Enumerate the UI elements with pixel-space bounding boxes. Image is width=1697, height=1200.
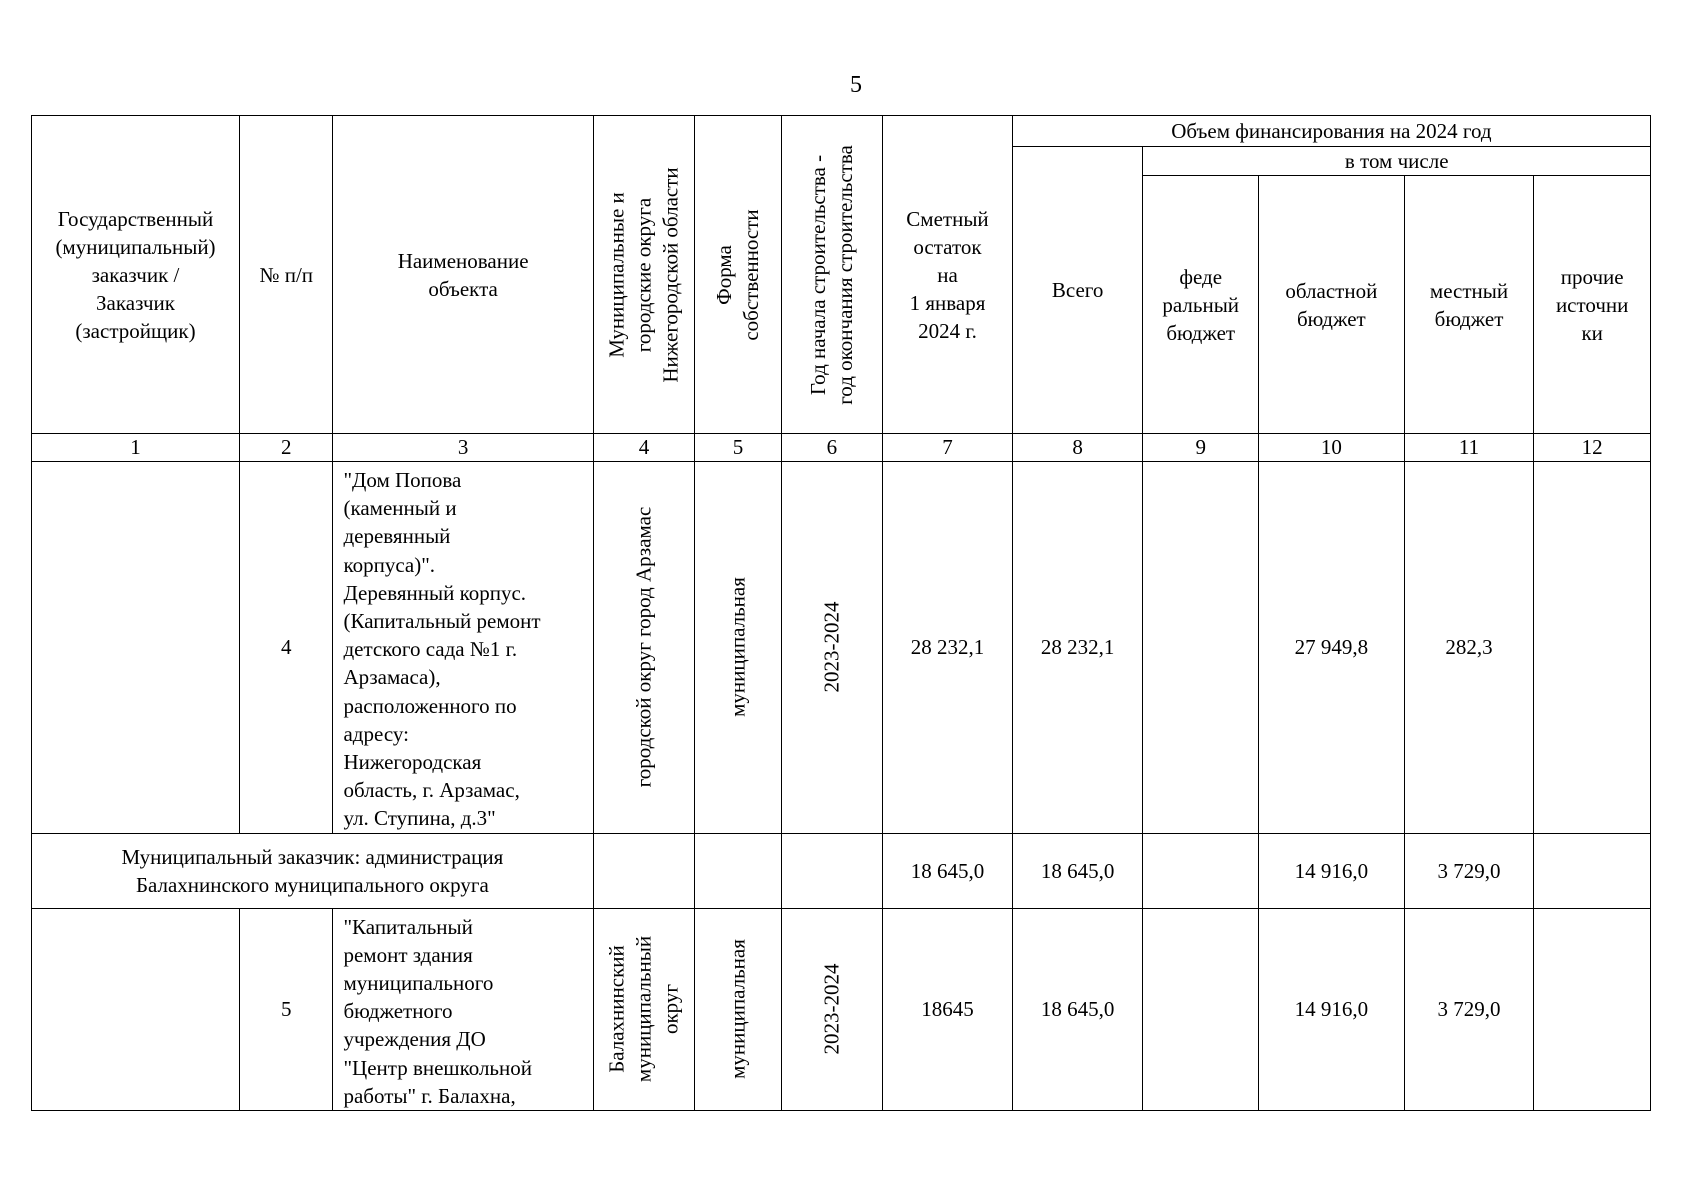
customer-name: Муниципальный заказчик: администрация Балахнинского муниципального округа xyxy=(32,833,594,908)
local-value: 3 729,0 xyxy=(1404,833,1534,908)
column-number: 11 xyxy=(1404,434,1534,462)
federal-value xyxy=(1143,908,1259,1110)
column-number: 9 xyxy=(1143,434,1259,462)
other-value xyxy=(1534,833,1651,908)
page-number: 5 xyxy=(850,72,862,98)
header-ownership: Форма собственности xyxy=(695,116,781,434)
header-other: прочие источни ки xyxy=(1534,176,1651,434)
district: городской округ город Арзамас xyxy=(593,462,695,834)
row-number: 4 xyxy=(240,462,333,834)
ownership: муниципальная xyxy=(695,908,781,1110)
column-number: 7 xyxy=(883,434,1013,462)
construction-years xyxy=(781,833,883,908)
header-districts: Муниципальные и городские округа Нижегородской области xyxy=(593,116,695,434)
total-value: 28 232,1 xyxy=(1012,462,1143,834)
header-local: местный бюджет xyxy=(1404,176,1534,434)
header-estimate: Сметный остаток на 1 января 2024 г. xyxy=(883,116,1013,434)
column-number: 10 xyxy=(1259,434,1405,462)
customer-row xyxy=(32,833,1651,908)
estimate-value: 28 232,1 xyxy=(883,462,1013,834)
district xyxy=(593,833,695,908)
regional-value: 27 949,8 xyxy=(1259,462,1405,834)
column-number: 12 xyxy=(1534,434,1651,462)
federal-value xyxy=(1143,462,1259,834)
total-value: 18 645,0 xyxy=(1012,908,1143,1110)
header-including: в том числе xyxy=(1143,147,1651,176)
local-value: 282,3 xyxy=(1404,462,1534,834)
header-row xyxy=(32,116,1651,147)
header-total: Всего xyxy=(1012,147,1143,434)
object-name: "Капитальный ремонт здания муниципального бюджетного учреждения ДО "Центр внешкольной работы" г. Балахна, xyxy=(333,908,593,1110)
column-number: 3 xyxy=(333,434,593,462)
row-number: 5 xyxy=(240,908,333,1110)
object-name: "Дом Попова (каменный и деревянный корпуса)". Деревянный корпус. (Капитальный ремонт детского сада №1 г. Арзамаса), расположенного по адресу: Нижегородская область, г. Арзамас, ул. Ступина, д.3" xyxy=(333,462,593,834)
header-federal: феде ральный бюджет xyxy=(1143,176,1259,434)
header-years: Год начала строительства - год окончания строительства xyxy=(781,116,883,434)
table-row xyxy=(32,462,1651,834)
ownership xyxy=(695,833,781,908)
ownership: муниципальная xyxy=(695,462,781,834)
customer-cell xyxy=(32,908,240,1110)
header-financing-title: Объем финансирования на 2024 год xyxy=(1012,116,1650,147)
column-number: 4 xyxy=(593,434,695,462)
column-number: 1 xyxy=(32,434,240,462)
regional-value: 14 916,0 xyxy=(1259,908,1405,1110)
other-value xyxy=(1534,908,1651,1110)
header-regional: областной бюджет xyxy=(1259,176,1405,434)
column-number: 6 xyxy=(781,434,883,462)
financing-table xyxy=(31,115,1651,1111)
district: Балахнинский муниципальный округ xyxy=(593,908,695,1110)
column-number: 5 xyxy=(695,434,781,462)
column-number: 2 xyxy=(240,434,333,462)
federal-value xyxy=(1143,833,1259,908)
construction-years: 2023-2024 xyxy=(781,462,883,834)
construction-years: 2023-2024 xyxy=(781,908,883,1110)
column-number: 8 xyxy=(1012,434,1143,462)
header-object-name: Наименование объекта xyxy=(333,116,593,434)
local-value: 3 729,0 xyxy=(1404,908,1534,1110)
total-value: 18 645,0 xyxy=(1012,833,1143,908)
customer-cell xyxy=(32,462,240,834)
column-number-row xyxy=(32,434,1651,462)
header-number: № п/п xyxy=(240,116,333,434)
table-row xyxy=(32,908,1651,1110)
other-value xyxy=(1534,462,1651,834)
regional-value: 14 916,0 xyxy=(1259,833,1405,908)
header-customer: Государственный (муниципальный) заказчик / Заказчик (застройщик) xyxy=(32,116,240,434)
estimate-value: 18645 xyxy=(883,908,1013,1110)
estimate-value: 18 645,0 xyxy=(883,833,1013,908)
